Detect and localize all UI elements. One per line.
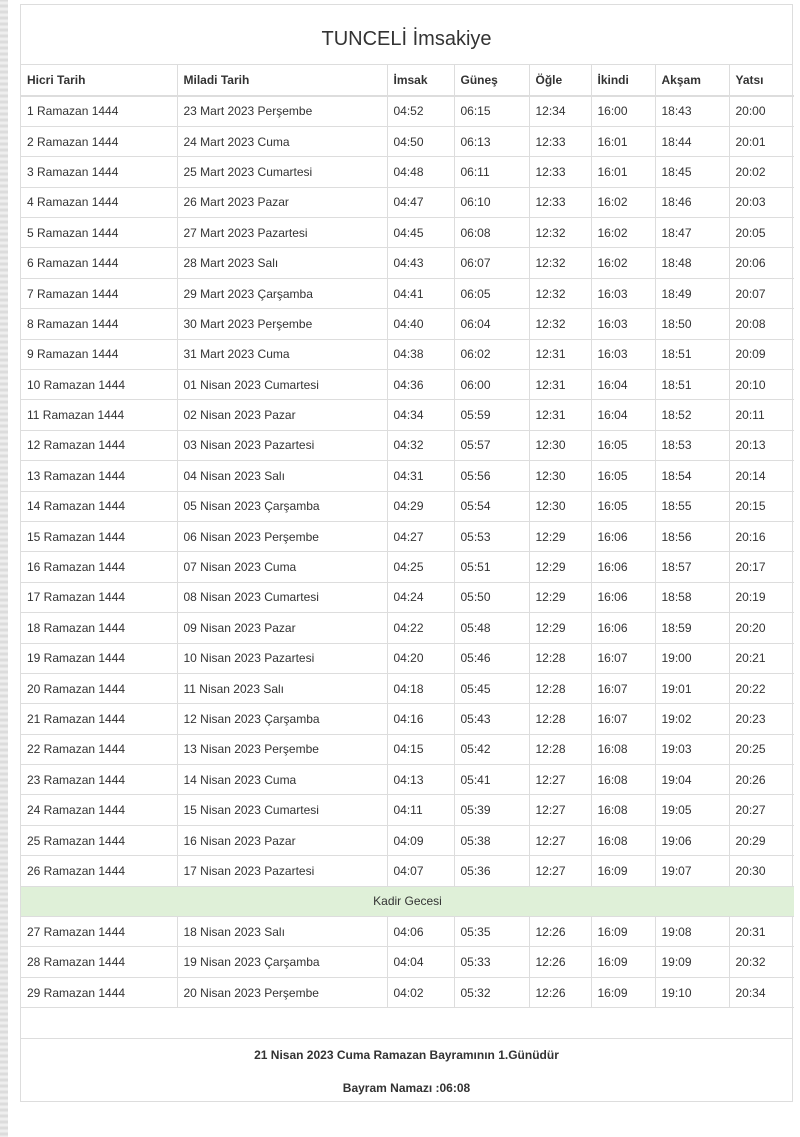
cell-hicri: 5 Ramazan 1444: [21, 218, 177, 248]
cell-hicri: 21 Ramazan 1444: [21, 704, 177, 734]
cell-imsak: 04:02: [387, 977, 454, 1007]
header-yatsi: Yatsı: [729, 65, 794, 96]
cell-miladi: 28 Mart 2023 Salı: [177, 248, 387, 278]
cell-gunes: 05:35: [454, 917, 529, 947]
cell-ikindi: 16:09: [591, 947, 655, 977]
table-row: [21, 370, 794, 400]
header-hicri: Hicri Tarih: [21, 65, 177, 96]
cell-ogle: 12:29: [529, 521, 591, 551]
cell-gunes: 05:50: [454, 582, 529, 612]
cell-ogle: 12:27: [529, 795, 591, 825]
cell-gunes: 06:13: [454, 126, 529, 156]
kadir-gecesi-row: [21, 886, 794, 916]
page-edge-strip: [0, 0, 8, 1137]
bayram-date-line: 21 Nisan 2023 Cuma Ramazan Bayramının 1.Günüdür: [254, 1048, 559, 1063]
cell-aksam: 18:58: [655, 582, 729, 612]
cell-gunes: 05:53: [454, 521, 529, 551]
cell-gunes: 06:10: [454, 187, 529, 217]
cell-miladi: 25 Mart 2023 Cumartesi: [177, 157, 387, 187]
cell-imsak: 04:29: [387, 491, 454, 521]
cell-imsak: 04:27: [387, 521, 454, 551]
cell-yatsi: 20:15: [729, 491, 794, 521]
cell-ogle: 12:26: [529, 977, 591, 1007]
cell-ikindi: 16:08: [591, 825, 655, 855]
cell-ikindi: 16:03: [591, 309, 655, 339]
cell-gunes: 06:11: [454, 157, 529, 187]
cell-hicri: 28 Ramazan 1444: [21, 947, 177, 977]
cell-hicri: 24 Ramazan 1444: [21, 795, 177, 825]
cell-ogle: 12:31: [529, 370, 591, 400]
cell-ogle: 12:28: [529, 704, 591, 734]
cell-aksam: 18:46: [655, 187, 729, 217]
cell-yatsi: 20:20: [729, 613, 794, 643]
cell-yatsi: 20:14: [729, 461, 794, 491]
cell-yatsi: 20:01: [729, 126, 794, 156]
cell-imsak: 04:18: [387, 673, 454, 703]
table-row: [21, 795, 794, 825]
table-row: [21, 856, 794, 886]
cell-ikindi: 16:05: [591, 491, 655, 521]
cell-hicri: 17 Ramazan 1444: [21, 582, 177, 612]
cell-gunes: 06:05: [454, 278, 529, 308]
cell-yatsi: 20:09: [729, 339, 794, 369]
cell-imsak: 04:34: [387, 400, 454, 430]
cell-hicri: 25 Ramazan 1444: [21, 825, 177, 855]
cell-imsak: 04:41: [387, 278, 454, 308]
cell-ogle: 12:28: [529, 643, 591, 673]
cell-imsak: 04:45: [387, 218, 454, 248]
cell-ogle: 12:32: [529, 309, 591, 339]
header-imsak: İmsak: [387, 65, 454, 96]
cell-hicri: 10 Ramazan 1444: [21, 370, 177, 400]
bayram-namaz-line: Bayram Namazı :06:08: [342, 1081, 471, 1096]
cell-ogle: 12:30: [529, 461, 591, 491]
cell-aksam: 18:53: [655, 430, 729, 460]
cell-aksam: 18:59: [655, 613, 729, 643]
cell-yatsi: 20:16: [729, 521, 794, 551]
cell-hicri: 16 Ramazan 1444: [21, 552, 177, 582]
cell-aksam: 18:45: [655, 157, 729, 187]
cell-yatsi: 20:25: [729, 734, 794, 764]
cell-gunes: 05:51: [454, 552, 529, 582]
cell-yatsi: 20:32: [729, 947, 794, 977]
cell-hicri: 22 Ramazan 1444: [21, 734, 177, 764]
cell-hicri: 11 Ramazan 1444: [21, 400, 177, 430]
cell-ogle: 12:29: [529, 582, 591, 612]
cell-ikindi: 16:07: [591, 673, 655, 703]
cell-gunes: 05:33: [454, 947, 529, 977]
header-aksam: Akşam: [655, 65, 729, 96]
cell-imsak: 04:15: [387, 734, 454, 764]
cell-miladi: 31 Mart 2023 Cuma: [177, 339, 387, 369]
cell-miladi: 24 Mart 2023 Cuma: [177, 126, 387, 156]
cell-gunes: 05:56: [454, 461, 529, 491]
cell-yatsi: 20:06: [729, 248, 794, 278]
cell-yatsi: 20:23: [729, 704, 794, 734]
header-ogle: Öğle: [529, 65, 591, 96]
cell-ogle: 12:27: [529, 825, 591, 855]
table-header-row: [21, 65, 794, 96]
cell-aksam: 19:03: [655, 734, 729, 764]
cell-ogle: 12:31: [529, 339, 591, 369]
table-row: [21, 977, 794, 1007]
cell-ogle: 12:33: [529, 187, 591, 217]
header-ikindi: İkindi: [591, 65, 655, 96]
cell-ogle: 12:30: [529, 491, 591, 521]
cell-miladi: 10 Nisan 2023 Pazartesi: [177, 643, 387, 673]
cell-miladi: 26 Mart 2023 Pazar: [177, 187, 387, 217]
cell-yatsi: 20:34: [729, 977, 794, 1007]
cell-yatsi: 20:29: [729, 825, 794, 855]
cell-ogle: 12:33: [529, 157, 591, 187]
cell-hicri: 19 Ramazan 1444: [21, 643, 177, 673]
cell-hicri: 12 Ramazan 1444: [21, 430, 177, 460]
cell-ikindi: 16:00: [591, 96, 655, 126]
cell-aksam: 18:49: [655, 278, 729, 308]
cell-hicri: 27 Ramazan 1444: [21, 917, 177, 947]
cell-ogle: 12:27: [529, 765, 591, 795]
cell-ikindi: 16:01: [591, 126, 655, 156]
special-note: Kadir Gecesi: [21, 886, 794, 916]
cell-ikindi: 16:06: [591, 582, 655, 612]
cell-miladi: 13 Nisan 2023 Perşembe: [177, 734, 387, 764]
cell-ikindi: 16:05: [591, 430, 655, 460]
cell-miladi: 27 Mart 2023 Pazartesi: [177, 218, 387, 248]
cell-ogle: 12:34: [529, 96, 591, 126]
cell-imsak: 04:13: [387, 765, 454, 795]
cell-gunes: 06:15: [454, 96, 529, 126]
cell-gunes: 06:04: [454, 309, 529, 339]
cell-imsak: 04:20: [387, 643, 454, 673]
cell-imsak: 04:47: [387, 187, 454, 217]
cell-ogle: 12:32: [529, 278, 591, 308]
cell-hicri: 3 Ramazan 1444: [21, 157, 177, 187]
cell-aksam: 18:51: [655, 370, 729, 400]
cell-aksam: 19:02: [655, 704, 729, 734]
table-row: [21, 187, 794, 217]
table-row: [21, 278, 794, 308]
table-row: [21, 491, 794, 521]
cell-gunes: 06:07: [454, 248, 529, 278]
cell-miladi: 29 Mart 2023 Çarşamba: [177, 278, 387, 308]
cell-hicri: 18 Ramazan 1444: [21, 613, 177, 643]
cell-yatsi: 20:00: [729, 96, 794, 126]
cell-miladi: 19 Nisan 2023 Çarşamba: [177, 947, 387, 977]
cell-miladi: 02 Nisan 2023 Pazar: [177, 400, 387, 430]
cell-hicri: 29 Ramazan 1444: [21, 977, 177, 1007]
cell-hicri: 7 Ramazan 1444: [21, 278, 177, 308]
imsakiye-table: [21, 65, 794, 1008]
cell-imsak: 04:52: [387, 96, 454, 126]
cell-ikindi: 16:07: [591, 704, 655, 734]
cell-aksam: 18:54: [655, 461, 729, 491]
cell-hicri: 26 Ramazan 1444: [21, 856, 177, 886]
cell-imsak: 04:36: [387, 370, 454, 400]
cell-yatsi: 20:08: [729, 309, 794, 339]
cell-ikindi: 16:06: [591, 521, 655, 551]
cell-aksam: 18:43: [655, 96, 729, 126]
cell-gunes: 05:36: [454, 856, 529, 886]
cell-yatsi: 20:05: [729, 218, 794, 248]
table-row: [21, 613, 794, 643]
cell-imsak: 04:50: [387, 126, 454, 156]
table-row: [21, 339, 794, 369]
cell-hicri: 15 Ramazan 1444: [21, 521, 177, 551]
cell-imsak: 04:25: [387, 552, 454, 582]
table-row: [21, 947, 794, 977]
cell-gunes: 05:48: [454, 613, 529, 643]
cell-ogle: 12:26: [529, 917, 591, 947]
cell-gunes: 05:38: [454, 825, 529, 855]
cell-yatsi: 20:11: [729, 400, 794, 430]
cell-ikindi: 16:07: [591, 643, 655, 673]
bayram-note: [21, 1039, 792, 1101]
cell-yatsi: 20:27: [729, 795, 794, 825]
cell-imsak: 04:24: [387, 582, 454, 612]
table-row: [21, 126, 794, 156]
cell-aksam: 19:05: [655, 795, 729, 825]
cell-hicri: 1 Ramazan 1444: [21, 96, 177, 126]
table-row: [21, 400, 794, 430]
cell-ogle: 12:29: [529, 552, 591, 582]
cell-miladi: 18 Nisan 2023 Salı: [177, 917, 387, 947]
cell-gunes: 06:08: [454, 218, 529, 248]
cell-ogle: 12:31: [529, 400, 591, 430]
table-row: [21, 765, 794, 795]
table-body: [21, 96, 794, 1008]
cell-ikindi: 16:02: [591, 248, 655, 278]
cell-aksam: 19:10: [655, 977, 729, 1007]
cell-ikindi: 16:02: [591, 187, 655, 217]
cell-ikindi: 16:03: [591, 278, 655, 308]
cell-ogle: 12:30: [529, 430, 591, 460]
table-row: [21, 521, 794, 551]
cell-yatsi: 20:22: [729, 673, 794, 703]
cell-aksam: 18:56: [655, 521, 729, 551]
cell-miladi: 17 Nisan 2023 Pazartesi: [177, 856, 387, 886]
cell-hicri: 23 Ramazan 1444: [21, 765, 177, 795]
cell-hicri: 6 Ramazan 1444: [21, 248, 177, 278]
header-gunes: Güneş: [454, 65, 529, 96]
cell-yatsi: 20:10: [729, 370, 794, 400]
cell-hicri: 2 Ramazan 1444: [21, 126, 177, 156]
cell-yatsi: 20:07: [729, 278, 794, 308]
cell-miladi: 30 Mart 2023 Perşembe: [177, 309, 387, 339]
cell-ikindi: 16:09: [591, 917, 655, 947]
cell-miladi: 04 Nisan 2023 Salı: [177, 461, 387, 491]
table-row: [21, 704, 794, 734]
page-title: TUNCELİ İmsakiye: [21, 5, 792, 65]
cell-yatsi: 20:17: [729, 552, 794, 582]
cell-imsak: 04:43: [387, 248, 454, 278]
cell-aksam: 19:08: [655, 917, 729, 947]
cell-ikindi: 16:02: [591, 218, 655, 248]
cell-gunes: 05:39: [454, 795, 529, 825]
cell-imsak: 04:04: [387, 947, 454, 977]
cell-imsak: 04:38: [387, 339, 454, 369]
table-row: [21, 552, 794, 582]
cell-aksam: 18:55: [655, 491, 729, 521]
cell-hicri: 4 Ramazan 1444: [21, 187, 177, 217]
cell-gunes: 05:54: [454, 491, 529, 521]
cell-yatsi: 20:13: [729, 430, 794, 460]
cell-aksam: 19:09: [655, 947, 729, 977]
cell-aksam: 18:50: [655, 309, 729, 339]
cell-yatsi: 20:02: [729, 157, 794, 187]
cell-gunes: 05:57: [454, 430, 529, 460]
table-row: [21, 430, 794, 460]
cell-ikindi: 16:04: [591, 400, 655, 430]
cell-hicri: 13 Ramazan 1444: [21, 461, 177, 491]
cell-miladi: 07 Nisan 2023 Cuma: [177, 552, 387, 582]
cell-miladi: 11 Nisan 2023 Salı: [177, 673, 387, 703]
cell-hicri: 20 Ramazan 1444: [21, 673, 177, 703]
cell-yatsi: 20:30: [729, 856, 794, 886]
cell-ogle: 12:32: [529, 248, 591, 278]
cell-aksam: 18:52: [655, 400, 729, 430]
cell-imsak: 04:07: [387, 856, 454, 886]
cell-ikindi: 16:06: [591, 552, 655, 582]
cell-ogle: 12:28: [529, 673, 591, 703]
cell-gunes: 05:46: [454, 643, 529, 673]
table-row: [21, 157, 794, 187]
table-row: [21, 643, 794, 673]
cell-ogle: 12:32: [529, 218, 591, 248]
cell-miladi: 09 Nisan 2023 Pazar: [177, 613, 387, 643]
cell-ogle: 12:33: [529, 126, 591, 156]
cell-miladi: 16 Nisan 2023 Pazar: [177, 825, 387, 855]
cell-ikindi: 16:08: [591, 734, 655, 764]
cell-gunes: 05:42: [454, 734, 529, 764]
table-row: [21, 248, 794, 278]
cell-yatsi: 20:26: [729, 765, 794, 795]
cell-yatsi: 20:19: [729, 582, 794, 612]
cell-gunes: 05:32: [454, 977, 529, 1007]
cell-ikindi: 16:08: [591, 765, 655, 795]
cell-miladi: 14 Nisan 2023 Cuma: [177, 765, 387, 795]
cell-imsak: 04:16: [387, 704, 454, 734]
table-row: [21, 917, 794, 947]
cell-gunes: 05:43: [454, 704, 529, 734]
cell-ikindi: 16:09: [591, 856, 655, 886]
cell-ikindi: 16:06: [591, 613, 655, 643]
cell-hicri: 8 Ramazan 1444: [21, 309, 177, 339]
cell-imsak: 04:22: [387, 613, 454, 643]
cell-aksam: 19:00: [655, 643, 729, 673]
cell-aksam: 18:48: [655, 248, 729, 278]
table-row: [21, 673, 794, 703]
cell-ogle: 12:29: [529, 613, 591, 643]
cell-ogle: 12:26: [529, 947, 591, 977]
table-row: [21, 309, 794, 339]
cell-yatsi: 20:03: [729, 187, 794, 217]
cell-miladi: 03 Nisan 2023 Pazartesi: [177, 430, 387, 460]
cell-gunes: 05:45: [454, 673, 529, 703]
cell-imsak: 04:09: [387, 825, 454, 855]
cell-aksam: 19:06: [655, 825, 729, 855]
cell-aksam: 18:57: [655, 552, 729, 582]
cell-gunes: 06:02: [454, 339, 529, 369]
cell-ikindi: 16:04: [591, 370, 655, 400]
cell-imsak: 04:40: [387, 309, 454, 339]
cell-gunes: 05:41: [454, 765, 529, 795]
table-row: [21, 96, 794, 126]
cell-ikindi: 16:08: [591, 795, 655, 825]
cell-miladi: 12 Nisan 2023 Çarşamba: [177, 704, 387, 734]
cell-ikindi: 16:05: [591, 461, 655, 491]
table-row: [21, 734, 794, 764]
cell-imsak: 04:48: [387, 157, 454, 187]
cell-ikindi: 16:09: [591, 977, 655, 1007]
table-row: [21, 218, 794, 248]
cell-miladi: 06 Nisan 2023 Perşembe: [177, 521, 387, 551]
cell-ikindi: 16:03: [591, 339, 655, 369]
cell-ikindi: 16:01: [591, 157, 655, 187]
cell-aksam: 18:47: [655, 218, 729, 248]
cell-yatsi: 20:21: [729, 643, 794, 673]
cell-aksam: 19:07: [655, 856, 729, 886]
cell-imsak: 04:32: [387, 430, 454, 460]
cell-gunes: 05:59: [454, 400, 529, 430]
cell-ogle: 12:28: [529, 734, 591, 764]
cell-miladi: 08 Nisan 2023 Cumartesi: [177, 582, 387, 612]
cell-hicri: 9 Ramazan 1444: [21, 339, 177, 369]
spacer-row: [21, 1008, 792, 1039]
cell-imsak: 04:31: [387, 461, 454, 491]
imsakiye-panel: [20, 4, 793, 1102]
cell-miladi: 05 Nisan 2023 Çarşamba: [177, 491, 387, 521]
cell-imsak: 04:06: [387, 917, 454, 947]
cell-gunes: 06:00: [454, 370, 529, 400]
cell-yatsi: 20:31: [729, 917, 794, 947]
table-row: [21, 582, 794, 612]
cell-aksam: 18:44: [655, 126, 729, 156]
cell-miladi: 15 Nisan 2023 Cumartesi: [177, 795, 387, 825]
table-row: [21, 825, 794, 855]
cell-miladi: 20 Nisan 2023 Perşembe: [177, 977, 387, 1007]
cell-hicri: 14 Ramazan 1444: [21, 491, 177, 521]
cell-ogle: 12:27: [529, 856, 591, 886]
cell-aksam: 18:51: [655, 339, 729, 369]
cell-aksam: 19:01: [655, 673, 729, 703]
cell-miladi: 23 Mart 2023 Perşembe: [177, 96, 387, 126]
table-row: [21, 461, 794, 491]
cell-aksam: 19:04: [655, 765, 729, 795]
header-miladi: Miladi Tarih: [177, 65, 387, 96]
cell-miladi: 01 Nisan 2023 Cumartesi: [177, 370, 387, 400]
cell-imsak: 04:11: [387, 795, 454, 825]
